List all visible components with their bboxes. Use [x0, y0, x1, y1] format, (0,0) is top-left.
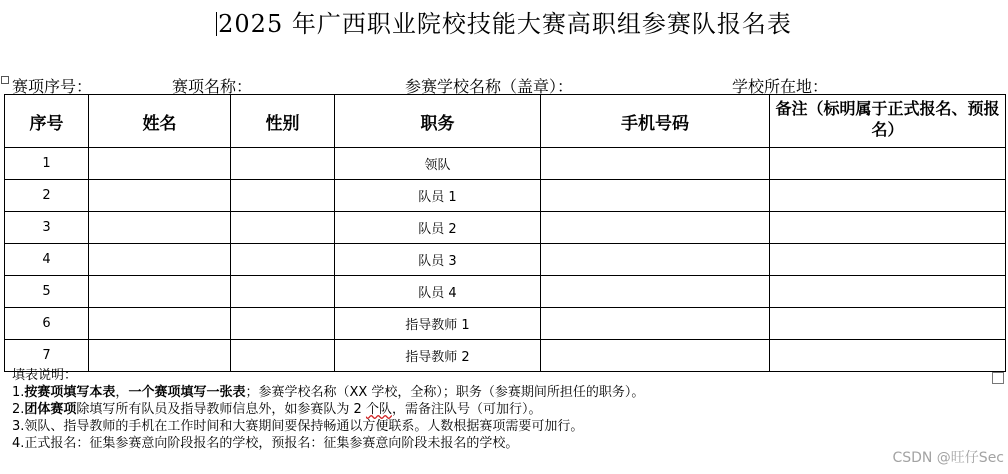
cell-role: 指导教师 2	[335, 340, 541, 372]
cell-gender[interactable]	[231, 276, 335, 308]
school-name-label: 参赛学校名称（盖章）：	[405, 77, 574, 96]
note-line-3: 3.领队、指导教师的手机在工作时间和大赛期间要保持畅通以方便联系。人数根据赛项需要可加行。	[12, 419, 584, 434]
note-line-1: 1.按赛项填写本表，一个赛项填写一张表；参赛学校名称（XX 学校，全称）；职务（参赛期间所担任的职务）。	[12, 385, 645, 400]
cell-role: 队员 3	[335, 244, 541, 276]
cell-name[interactable]	[89, 276, 231, 308]
form-notes	[12, 367, 644, 452]
cell-gender[interactable]	[231, 308, 335, 340]
table-row	[5, 308, 1006, 340]
object-handle-icon[interactable]	[992, 372, 1004, 384]
form-info-row	[0, 74, 1008, 94]
table-row	[5, 180, 1006, 212]
cell-name[interactable]	[89, 212, 231, 244]
cell-role: 领队	[335, 148, 541, 180]
cell-no: 2	[5, 180, 89, 212]
cell-gender[interactable]	[231, 212, 335, 244]
cell-name[interactable]	[89, 244, 231, 276]
cell-no: 3	[5, 212, 89, 244]
cell-role: 队员 1	[335, 180, 541, 212]
note-line-2: 2.团体赛项除填写所有队员及指导教师信息外，如参赛队为 2 个队，需备注队号（可加行）。	[12, 402, 542, 417]
cell-phone[interactable]	[541, 148, 770, 180]
cell-remark[interactable]	[770, 148, 1006, 180]
cell-phone[interactable]	[541, 244, 770, 276]
form-title-text: 2025 年广西职业院校技能大赛高职组参赛队报名表	[218, 10, 792, 38]
cell-role: 队员 4	[335, 276, 541, 308]
school-location-label: 学校所在地：	[732, 77, 829, 96]
header-gender: 性别	[231, 95, 335, 148]
cell-role: 指导教师 1	[335, 308, 541, 340]
header-no: 序号	[5, 95, 89, 148]
cell-no: 1	[5, 148, 89, 180]
table-row	[5, 244, 1006, 276]
registration-table	[4, 94, 1006, 372]
table-row	[5, 148, 1006, 180]
header-remark: 备注（标明属于正式报名、预报名）	[770, 95, 1006, 148]
cell-phone[interactable]	[541, 308, 770, 340]
cell-name[interactable]	[89, 148, 231, 180]
cell-role: 队员 2	[335, 212, 541, 244]
cell-remark[interactable]	[770, 212, 1006, 244]
note-line-4: 4.正式报名：征集参赛意向阶段报名的学校，预报名：征集参赛意向阶段未报名的学校。	[12, 436, 519, 451]
table-row	[5, 212, 1006, 244]
cell-phone[interactable]	[541, 276, 770, 308]
cell-remark[interactable]	[770, 244, 1006, 276]
watermark: CSDN @旺仔Sec	[892, 450, 1004, 466]
notes-heading: 填表说明：	[12, 368, 78, 383]
text-cursor	[216, 12, 217, 36]
table-header-row	[5, 95, 1006, 148]
cell-remark[interactable]	[770, 180, 1006, 212]
cell-no: 4	[5, 244, 89, 276]
cell-gender[interactable]	[231, 148, 335, 180]
cell-gender[interactable]	[231, 244, 335, 276]
header-name: 姓名	[89, 95, 231, 148]
header-phone: 手机号码	[541, 95, 770, 148]
cell-gender[interactable]	[231, 180, 335, 212]
cell-remark[interactable]	[770, 340, 1006, 372]
cell-phone[interactable]	[541, 212, 770, 244]
cell-no: 5	[5, 276, 89, 308]
cell-remark[interactable]	[770, 308, 1006, 340]
event-no-label: 赛项序号：	[12, 77, 93, 96]
spellcheck-mark: 个队	[365, 402, 392, 417]
cell-remark[interactable]	[770, 276, 1006, 308]
event-name-label: 赛项名称：	[172, 77, 253, 96]
header-role: 职务	[335, 95, 541, 148]
cell-name[interactable]	[89, 308, 231, 340]
cell-no: 7	[5, 340, 89, 372]
cell-phone[interactable]	[541, 180, 770, 212]
form-title	[0, 4, 1008, 39]
cell-name[interactable]	[89, 180, 231, 212]
table-row	[5, 276, 1006, 308]
cell-no: 6	[5, 308, 89, 340]
